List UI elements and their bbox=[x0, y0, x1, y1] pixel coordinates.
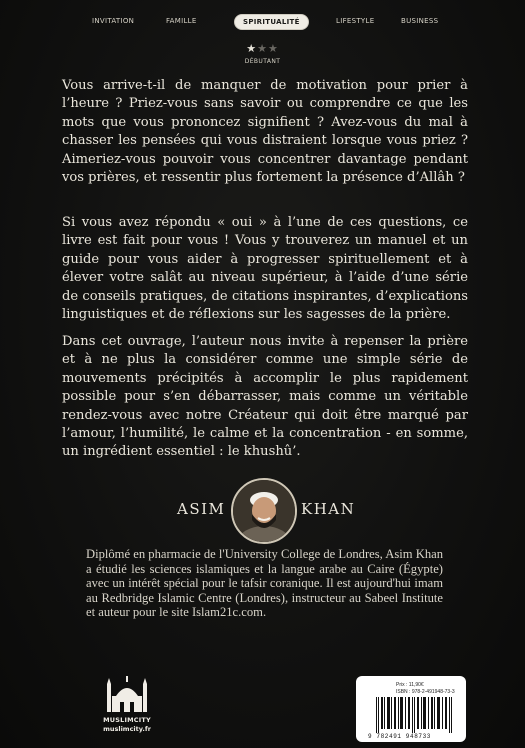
publisher-name: MUSLIMCITY bbox=[103, 716, 151, 724]
publisher-logo bbox=[92, 672, 162, 742]
author-photo-icon bbox=[233, 480, 295, 542]
isbn-text: ISBN : 978-2-491948-73-3 bbox=[396, 689, 455, 695]
author-portrait bbox=[231, 478, 297, 544]
level-stars bbox=[0, 42, 525, 55]
author-block bbox=[0, 478, 525, 542]
barcode-digits: 9 782491 948733 bbox=[368, 733, 432, 740]
nav-item-famille: FAMILLE bbox=[166, 17, 197, 25]
nav-item-invitation: INVITATION bbox=[92, 17, 135, 25]
price-text: Prix : 11,90€ bbox=[396, 682, 424, 688]
barcode-icon bbox=[376, 697, 452, 733]
author-bio: Diplômé en pharmacie de l'University College de Londres, Asim Khan a étudié les sciences islamiques et la langue arabe au Caire (Égypte) avec un intérêt spécial pour le tafsir coranique. Il est aujourd'hui imam au Redbridge Islamic Centre (Londres), instructeur au Sabeel Institute et auteur pour le site Islam21c.com. bbox=[86, 547, 443, 620]
nav-item-spiritualite: SPIRITUALITÉ bbox=[234, 14, 309, 30]
star-empty-icon: ★ bbox=[257, 42, 268, 55]
category-nav bbox=[0, 14, 525, 34]
blurb-paragraph-1: Vous arrive-t-il de manquer de motivation pour prier à l’heure ? Priez-vous sans savoir ou comprendre ce que les mots que vous prononcez signifient ? Avez-vous du mal à chasser les pensées qui vous distraient lorsque vous priez ? Aimeriez-vous pouvoir vous concentrer davantage pendant vos prières, et ressentir plus fortement la présence d’Allâh ? bbox=[62, 78, 468, 186]
star-empty-icon: ★ bbox=[267, 42, 279, 55]
blurb-paragraph-3: Dans cet ouvrage, l’auteur nous invite à repenser la prière et à ne plus la considérer comme une simple série de mouvements précipités à accomplir le plus rapidement possible pour s’en débarrasser, mais comme un véritable rendez-vous avec notre Créateur qui doit être marqué par l’amour, l’humilité, le calme et la concentration - en somme, un ingrédient essentiel : le khushû’. bbox=[62, 334, 468, 460]
publisher-site: muslimcity.fr bbox=[103, 725, 151, 733]
nav-item-lifestyle: LIFESTYLE bbox=[336, 17, 375, 25]
mosque-logo-icon bbox=[92, 672, 162, 716]
blurb-paragraph-2: Si vous avez répondu « oui » à l’une de ces questions, ce livre est fait pour vous ! Vous y trouverez un manuel et un guide pour vous aider à progresser spirituellement et à élever votre salât au niveau supérieur, à l’aide d’une série de conseils pratiques, de citations inspirantes, d’explications linguistiques et de réflexions sur les sagesses de la prière. bbox=[62, 215, 468, 323]
nav-item-business: BUSINESS bbox=[401, 17, 439, 25]
star-filled-icon: ★ bbox=[246, 42, 258, 55]
author-last-name: KHAN bbox=[301, 500, 356, 518]
level-label: DÉBUTANT bbox=[244, 58, 281, 65]
barcode-label bbox=[356, 676, 466, 742]
author-first-name: ASIM bbox=[177, 500, 226, 518]
